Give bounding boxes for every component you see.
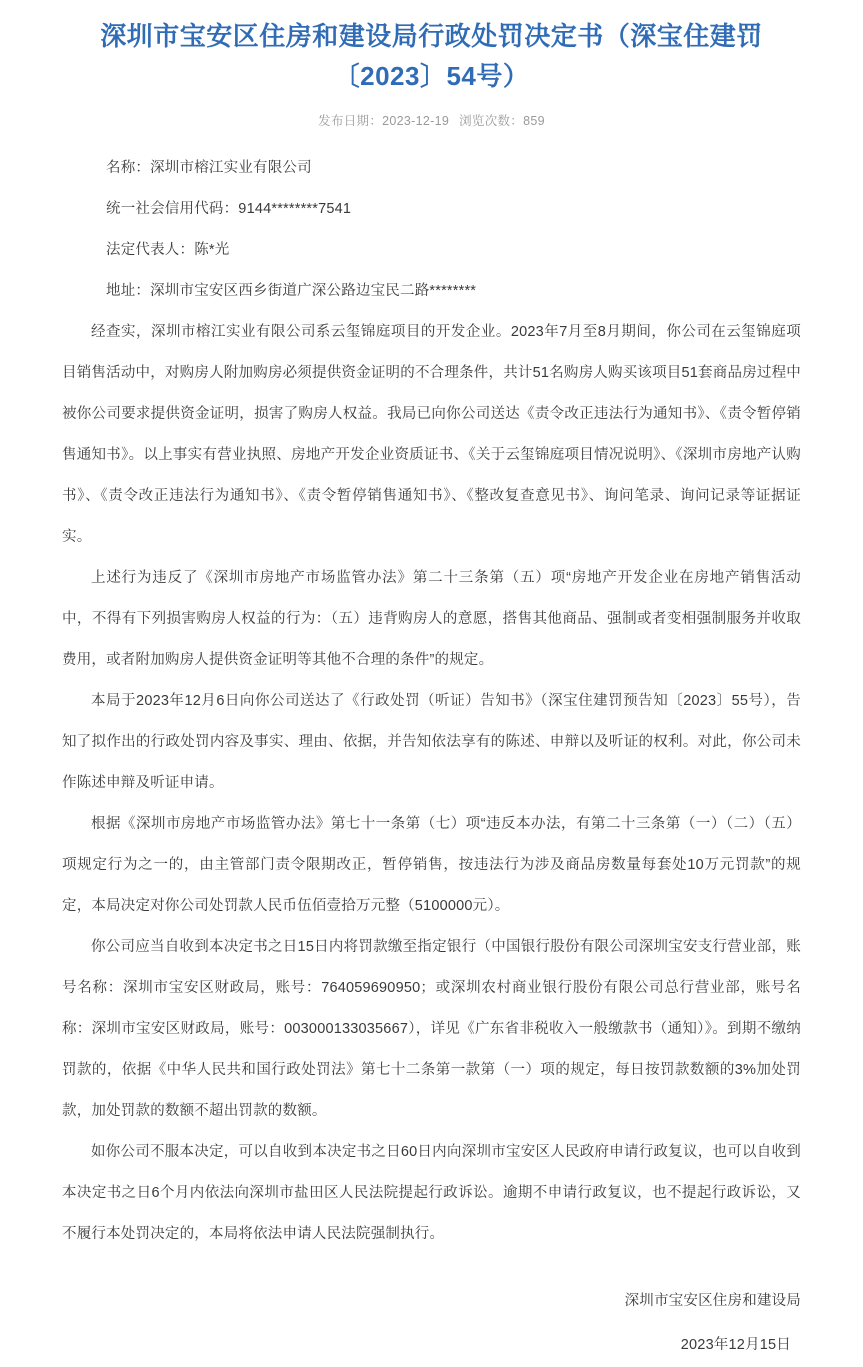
document-meta [0,96,863,130]
party-name: 名称：深圳市榕江实业有限公司 [106,160,312,176]
paragraph-notice: 本局于2023年12月6日向你公司送达了《行政处罚（听证）告知书》（深宝住建罚预告知〔2023〕55号），告知了拟作出的行政处罚内容及事实、理由、依据，并告知依法享有的陈述、申辩以及听证的权利。对此，你公司未作陈述申辩及听证申请。 [62,693,801,791]
party-credit-code: 统一社会信用代码：9144********7541 [106,201,352,217]
paragraph-facts: 经查实，深圳市榕江实业有限公司系云玺锦庭项目的开发企业。2023年7月至8月期间，你公司在云玺锦庭项目销售活动中，对购房人附加购房必须提供资金证明的不合理条件，共计51名购房人购买该项目51套商品房过程中被你公司要求提供资金证明，损害了购房人权益。我局已向你公司送达《责令改正违法行为通知书》、《责令暂停销售通知书》。以上事实有营业执照、房地产开发企业资质证书、《关于云玺锦庭项目情况说明》、《深圳市房地产认购书》、《责令改正违法行为通知书》、《责令暂停销售通知书》、《整改复查意见书》、询问笔录、询问记录等证据证实。 [62,324,801,545]
issuing-authority: 深圳市宝安区住房和建设局 [624,1293,801,1309]
party-address: 地址：深圳市宝安区西乡街道广深公路边宝民二路******** [106,283,477,299]
paragraph-payment-instructions: 你公司应当自收到本决定书之日15日内将罚款缴至指定银行（中国银行股份有限公司深圳宝安支行营业部，账号名称：深圳市宝安区财政局，账号：764059690950；或深圳农村商业银行股份有限公司总行营业部，账号名称：深圳市宝安区财政局，账号：003000133035667），详见《广东省非税收入一般缴款书（通知）》。到期不缴纳罚款的，依据《中华人民共和国行政处罚法》第七十二条第一款第（一）项的规定，每日按罚款数额的3%加处罚款，加处罚款的数额不超出罚款的数额。 [62,939,801,1119]
paragraph-penalty-decision: 根据《深圳市房地产市场监管办法》第七十一条第（七）项“违反本办法，有第二十三条第（一）（二）（五）项规定行为之一的，由主管部门责令限期改正，暂停销售，按违法行为涉及商品房数量每套处10万元罚款”的规定，本局决定对你公司处罚款人民币伍佰壹拾万元整（5100000元）。 [62,816,801,914]
document-body [0,130,863,1255]
signature-block [0,1255,863,1367]
paragraph-violation: 上述行为违反了《深圳市房地产市场监管办法》第二十三条第（五）项“房地产开发企业在房地产销售活动中，不得有下列损害购房人权益的行为：（五）违背购房人的意愿，搭售其他商品、强制或者变相强制服务并收取费用，或者附加购房人提供资金证明等其他不合理的条件”的规定。 [62,570,801,668]
issue-date: 2023年12月15日 [680,1337,791,1353]
party-info-block [62,148,801,312]
view-count: 浏览次数：859 [459,114,545,128]
page-title: 深圳市宝安区住房和建设局行政处罚决定书（深宝住建罚〔2023〕54号） [100,21,763,91]
publish-date: 发布日期：2023-12-19 [318,114,450,128]
paragraph-appeal-rights: 如你公司不服本决定，可以自收到本决定书之日60日内向深圳市宝安区人民政府申请行政复议，也可以自收到本决定书之日6个月内依法向深圳市盐田区人民法院提起行政诉讼。逾期不申请行政复议，也不提起行政诉讼，又不履行本处罚决定的，本局将依法申请人民法院强制执行。 [62,1144,801,1242]
party-legal-representative: 法定代表人：陈*光 [106,242,230,258]
